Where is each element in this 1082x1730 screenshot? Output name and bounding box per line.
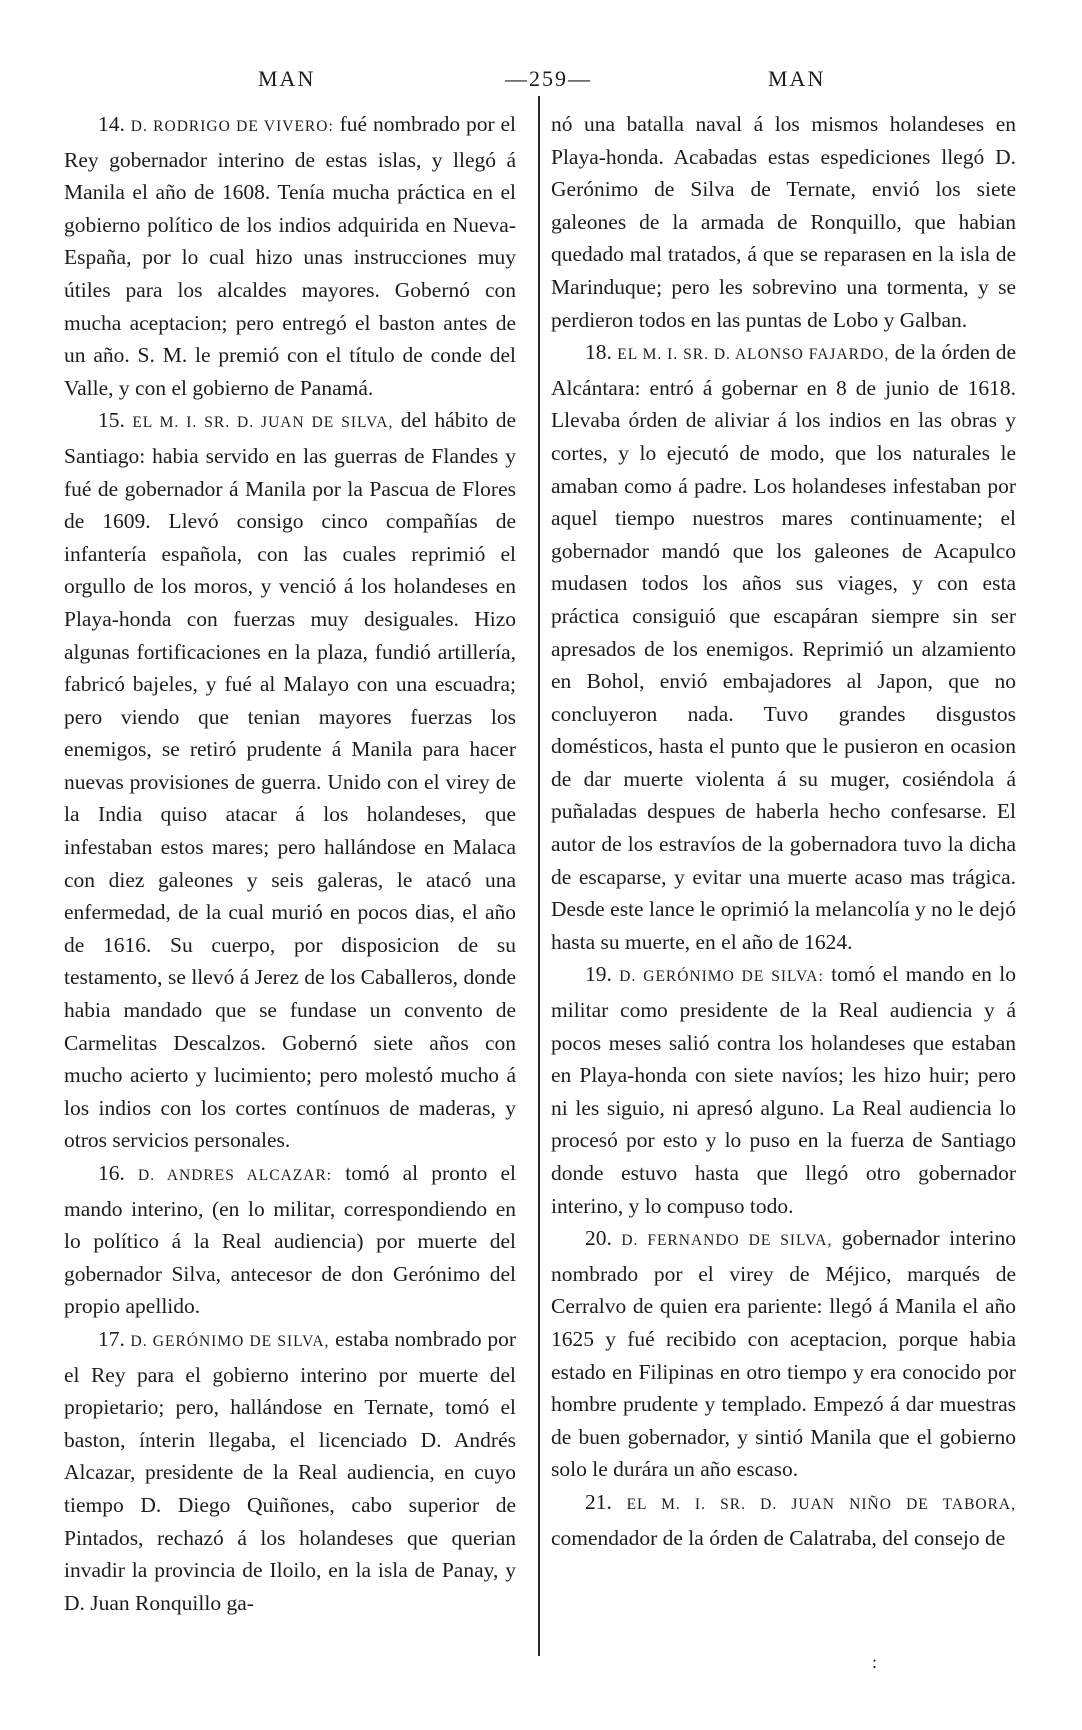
entry-paragraph [64,1157,516,1323]
entry-paragraph [551,108,1016,336]
entry-name: D. RODRIGO DE VIVERO: [130,118,334,135]
entry-text: comendador de la órden de Calatraba, del consejo de [551,1525,1006,1550]
entry-paragraph [551,336,1016,958]
entry-text: nó una batalla naval á los mismos holandeses en Playa-honda. Acabadas estas espediciones llegó D. Gerónimo de Silva de Ternate, envió los siete galeones de la armada de Ronquillo, que habian quedado mal tratados, á que se reparasen en la isla de Marinduque; pero les sobrevino una tormenta, y se perdieron todos en las puntas de Lobo y Galban. [551,112,1016,332]
entry-name: D. GERÓNIMO DE SILVA: [619,968,824,986]
right-column [551,108,1016,1554]
entry-text: estaba nombrado por el Rey para el gobierno interino por muerte del propietario; pero, hallándose en Ternate, tomó el baston, ínterin llegaba, el licenciado D. Andrés Alcazar, presidente de la Real audiencia, en cuyo tiempo D. Diego Quiñones, cabo superior de Pintados, rechazó á los holandeses que querian invadir la provincia de Iloilo, en la isla de Panay, y D. Juan Ronquillo ga- [64,1326,516,1615]
entry-name: D. FERNANDO DE SILVA, [621,1232,833,1250]
entry-number: 15. [98,408,125,433]
running-head-left: MAN [258,66,316,91]
entry-number: 21. [585,1489,612,1514]
entry-number: 19. [585,962,612,987]
entry-paragraph [551,958,1016,1222]
entry-name: EL M. I. SR. D. JUAN NIÑO DE TABORA, [626,1495,1017,1513]
entry-number: 18. [585,340,612,365]
running-head-right: MAN [768,66,826,91]
entry-paragraph [64,404,516,1157]
entry-text: tomó el mando en lo militar como presidente de la Real audiencia y á pocos meses salió contra los holandeses que estaban en Playa-honda con siete navíos; les hizo huir; pero ni les siguio, ni apresó alguno. La Real audiencia lo procesó por esto y lo puso en la fuerza de Santiago donde estuvo hasta que llegó otro gobernador interino, y lo compuso todo. [551,962,1017,1218]
entry-name: EL M. I. SR. D. ALONSO FAJARDO, [617,346,890,364]
entry-number: 20. [585,1226,612,1251]
entry-paragraph [64,108,516,404]
entry-number: 16. [98,1161,125,1185]
footer-mark: : [872,1652,878,1672]
entry-name: D. ANDRES ALCAZAR: [138,1167,333,1184]
entry-number: 14. [98,112,125,136]
entry-text: tomó al pronto el mando interino, (en lo militar, correspondiendo en lo político á la Real audiencia) por muerte del gobernador Silva, antecesor de don Gerónimo del propio apellido. [64,1161,516,1319]
entry-name: EL M. I. SR. D. JUAN DE SILVA, [132,414,394,432]
entry-paragraph [551,1222,1016,1486]
entry-text: gobernador interino nombrado por el virey de Méjico, marqués de Cerralvo de quien era pariente: llegó á Manila el año 1625 y fué recibido con aceptacion, porque habia estado en Filipinas en otro tiempo y era conocido por hombre prudente y templado. Empezó á dar muestras de buen gobernador, y sintió Manila que el gobierno solo le durára un año escaso. [551,1226,1016,1482]
entry-number: 17. [98,1326,125,1351]
entry-paragraph [64,1323,516,1619]
entry-text: de la órden de Alcántara: entró á gobernar en 8 de junio de 1618. Llevaba órden de aliviar á los indios en las obras y cortes, y lo ejecutó de modo, que los naturales le amaban como á padre. Los holandeses infestaban por aquel tiempo nuestros mares continuamente; el gobernador mandó que los galeones de Acapulco mudasen todos los años sus viages, y con esta práctica consiguió que escapáran siempre sin ser apresados de los enemigos. Reprimió un alzamiento en Bohol, envió embajadores al Japon, que no concluyeron nada. Tuvo grandes disgustos domésticos, hasta el punto que le pusieron en ocasion de dar muerte violenta á su muger, cosiéndola á puñaladas despues de haberla hecho confesarse. El autor de los estravíos de la gobernadora tuvo la dicha de escaparse, y evitar una muerte acaso mas trágica. Desde este lance le oprimió la melancolía y no le dejó hasta su muerte, en el año de 1624. [551,340,1016,954]
page-number: —259— [505,66,592,91]
entry-text: fué nombrado por el Rey gobernador interino de estas islas, y llegó á Manila el año de 1608. Tenía mucha práctica en el gobierno político de los indios adquirida en Nueva-España, por lo cual hizo unas instrucciones muy útiles para los alcaldes mayores. Gobernó con mucha aceptacion; pero entregó el baston antes de un año. S. M. le premió con el título de conde del Valle, y con el gobierno de Panamá. [64,112,517,400]
entry-name: D. GERÓNIMO DE SILVA, [130,1332,330,1350]
left-column [64,108,516,1619]
entry-paragraph [551,1486,1016,1554]
column-divider [538,96,540,1656]
entry-text: del hábito de Santiago: habia servido en las guerras de Flandes y fué de gobernador á Manila por la Pascua de Flores de 1609. Llevó consigo cinco compañías de infantería española, con las cuales reprimió el orgullo de los moros, y venció á los holandeses en Playa-honda con fuerzas muy desiguales. Hizo algunas fortificaciones en la plaza, fundió artillería, fabricó bajeles, y fué al Malayo con una escuadra; pero viendo que tenian mayores fuerzas los enemigos, se retiró prudente á Manila para hacer nuevas provisiones de guerra. Unido con el virey de la India quiso atacar á los holandeses, que infestaban estos mares; pero hallándose en Malaca con diez galeones y seis galeras, le atacó una enfermedad, de la cual murió en pocos dias, el año de 1616. Su cuerpo, por disposicion de su testamento, se llevó á Jerez de los Caballeros, donde habia mandado que se fundase un convento de Carmelitas Descalzos. Gobernó siete años con mucho acierto y lucimiento; pero molestó mucho á los indios con los cortes contínuos de maderas, y otros servicios personales. [64,408,516,1153]
